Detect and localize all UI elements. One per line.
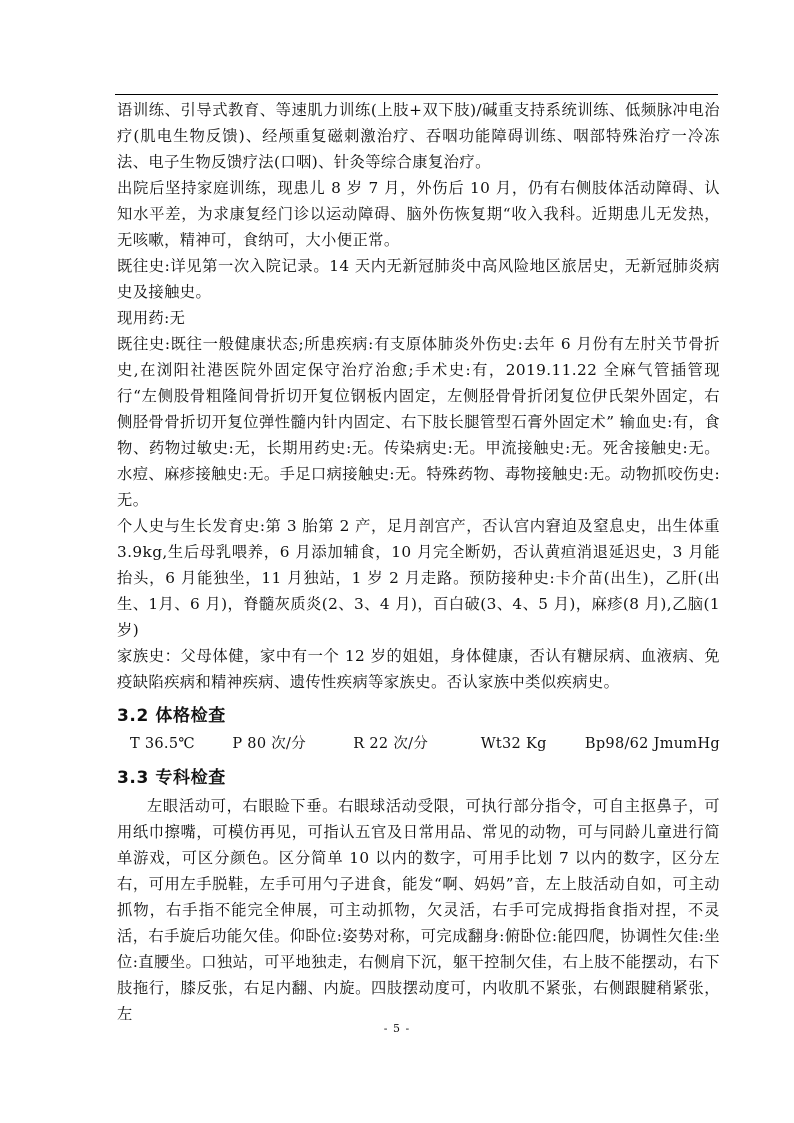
vital-temperature: T 36.5℃ [130,736,195,752]
paragraph-past-history-1: 既往史:详见第一次入院记录。14 天内无新冠肺炎中高风险地区旅居史，无新冠肺炎病史及接触史。 [117,257,720,301]
paragraph-specialty-exam: 左眼活动可，右眼睑下垂。右眼球活动受限，可执行部分指令，可自主抠鼻子，可用纸巾擦嘴，可模仿再见，可指认五官及日常用品、常见的动物，可与同龄儿童进行简单游戏，可区分颜色。区分简单 10 以内的数字，可用手比划 7 以内的数字，区分左右，可用左手脱鞋，左手可用勺子进食，能发“啊、妈妈”音，左上肢活动自如，可主动抓物，右手指不能完全伸展，可主动抓物，欠灵活，右手可完成拇指食指对捏，不灵活，右手旋后功能欠佳。仰卧位:姿势对称，可完成翻身:俯卧位:能四爬，协调性欠佳:坐位:直腰坐。口独站，可平地独走，右侧肩下沉，躯干控制欠佳，右上肢不能摆动，右下肢拖行，膝反张，右足内翻、内旋。四肢摆动度可，内收肌不紧张，右侧跟腱稍紧张，左 [117,797,721,1023]
page-number: - 5 - [383,1022,411,1035]
paragraph-current-medication: 现用药:无 [117,309,186,327]
header-rule [115,94,718,95]
vitals-row [117,731,720,757]
heading-physical-exam: 3.2 体格检查 [117,706,226,726]
vital-respiration: R 22 次/分 [353,736,429,752]
paragraph-past-history-2: 既往史:既往一般健康状态;所患疾病:有支原体肺炎外伤史:去年 6 月份有左肘关节骨折史,在浏阳社港医院外固定保守治疗治愈;手术史:有，2019.11.22 全麻气管插管现行“左侧股骨粗隆间骨折切开复位钢板内固定，左侧胫骨骨折闭复位伊氏架外固定，右侧胫骨骨折切开复位弹性髓内针内固定、右下肢长腿管型石膏外固定术” 输血史:有，食物、药物过敏史:无，长期用药史:无。传染病史:无。甲流接触史:无。死舍接触史:无。水痘、麻疹接触史:无。手足口病接触史:无。特殊药物、毒物接触史:无。动物抓咬伤史:无。 [117,335,721,509]
heading-specialty-exam: 3.3 专科检查 [117,768,226,788]
vital-blood-pressure: Bp98/62 JmumHg [584,736,720,752]
vital-pulse: P 80 次/分 [232,736,307,752]
paragraph-treatment: 语训练、引导式教育、等速肌力训练(上肢+双下肢)/碱重支持系统训练、低频脉冲电治疗(肌电生物反馈)、经颅重复磁刺激治疗、吞咽功能障碍训练、咽部特殊治疗一冷冻法、电子生物反馈疗法(口咽)、针灸等综合康复治疗。 [117,101,720,171]
paragraph-discharge: 出院后坚持家庭训练，现患儿 8 岁 7 月，外伤后 10 月，仍有右侧肢体活动障碍、认知水平差，为求康复经门诊以运动障碍、脑外伤恢复期“收入我科。近期患儿无发热，无咳嗽，精神可，食纳可，大小便正常。 [117,179,720,249]
paragraph-family-history: 家族史：父母体健，家中有一个 12 岁的姐姐，身体健康，否认有糖尿病、血液病、免疫缺陷疾病和精神疾病、遗传性疾病等家族史。否认家族中类似疾病史。 [117,647,720,691]
vital-weight: Wt32 Kg [480,736,547,752]
paragraph-personal-history: 个人史与生长发育史:第 3 胎第 2 产，足月剖宫产，否认宫内窘迫及窒息史，出生体重 3.9kg,生后母乳喂养，6 月添加辅食，10 月完全断奶，否认黄疸消退延迟史，3 月能抬头，6 月能独坐，11 月独站，1 岁 2 月走路。预防接种史:卡介苗(出生)，乙肝(出生、1月、6 月)，脊髓灰质炎(2、3、4 月)，百白破(3、4、5 月)，麻疹(8 月),乙脑(1 岁) [117,517,720,639]
page-body [117,97,720,1027]
